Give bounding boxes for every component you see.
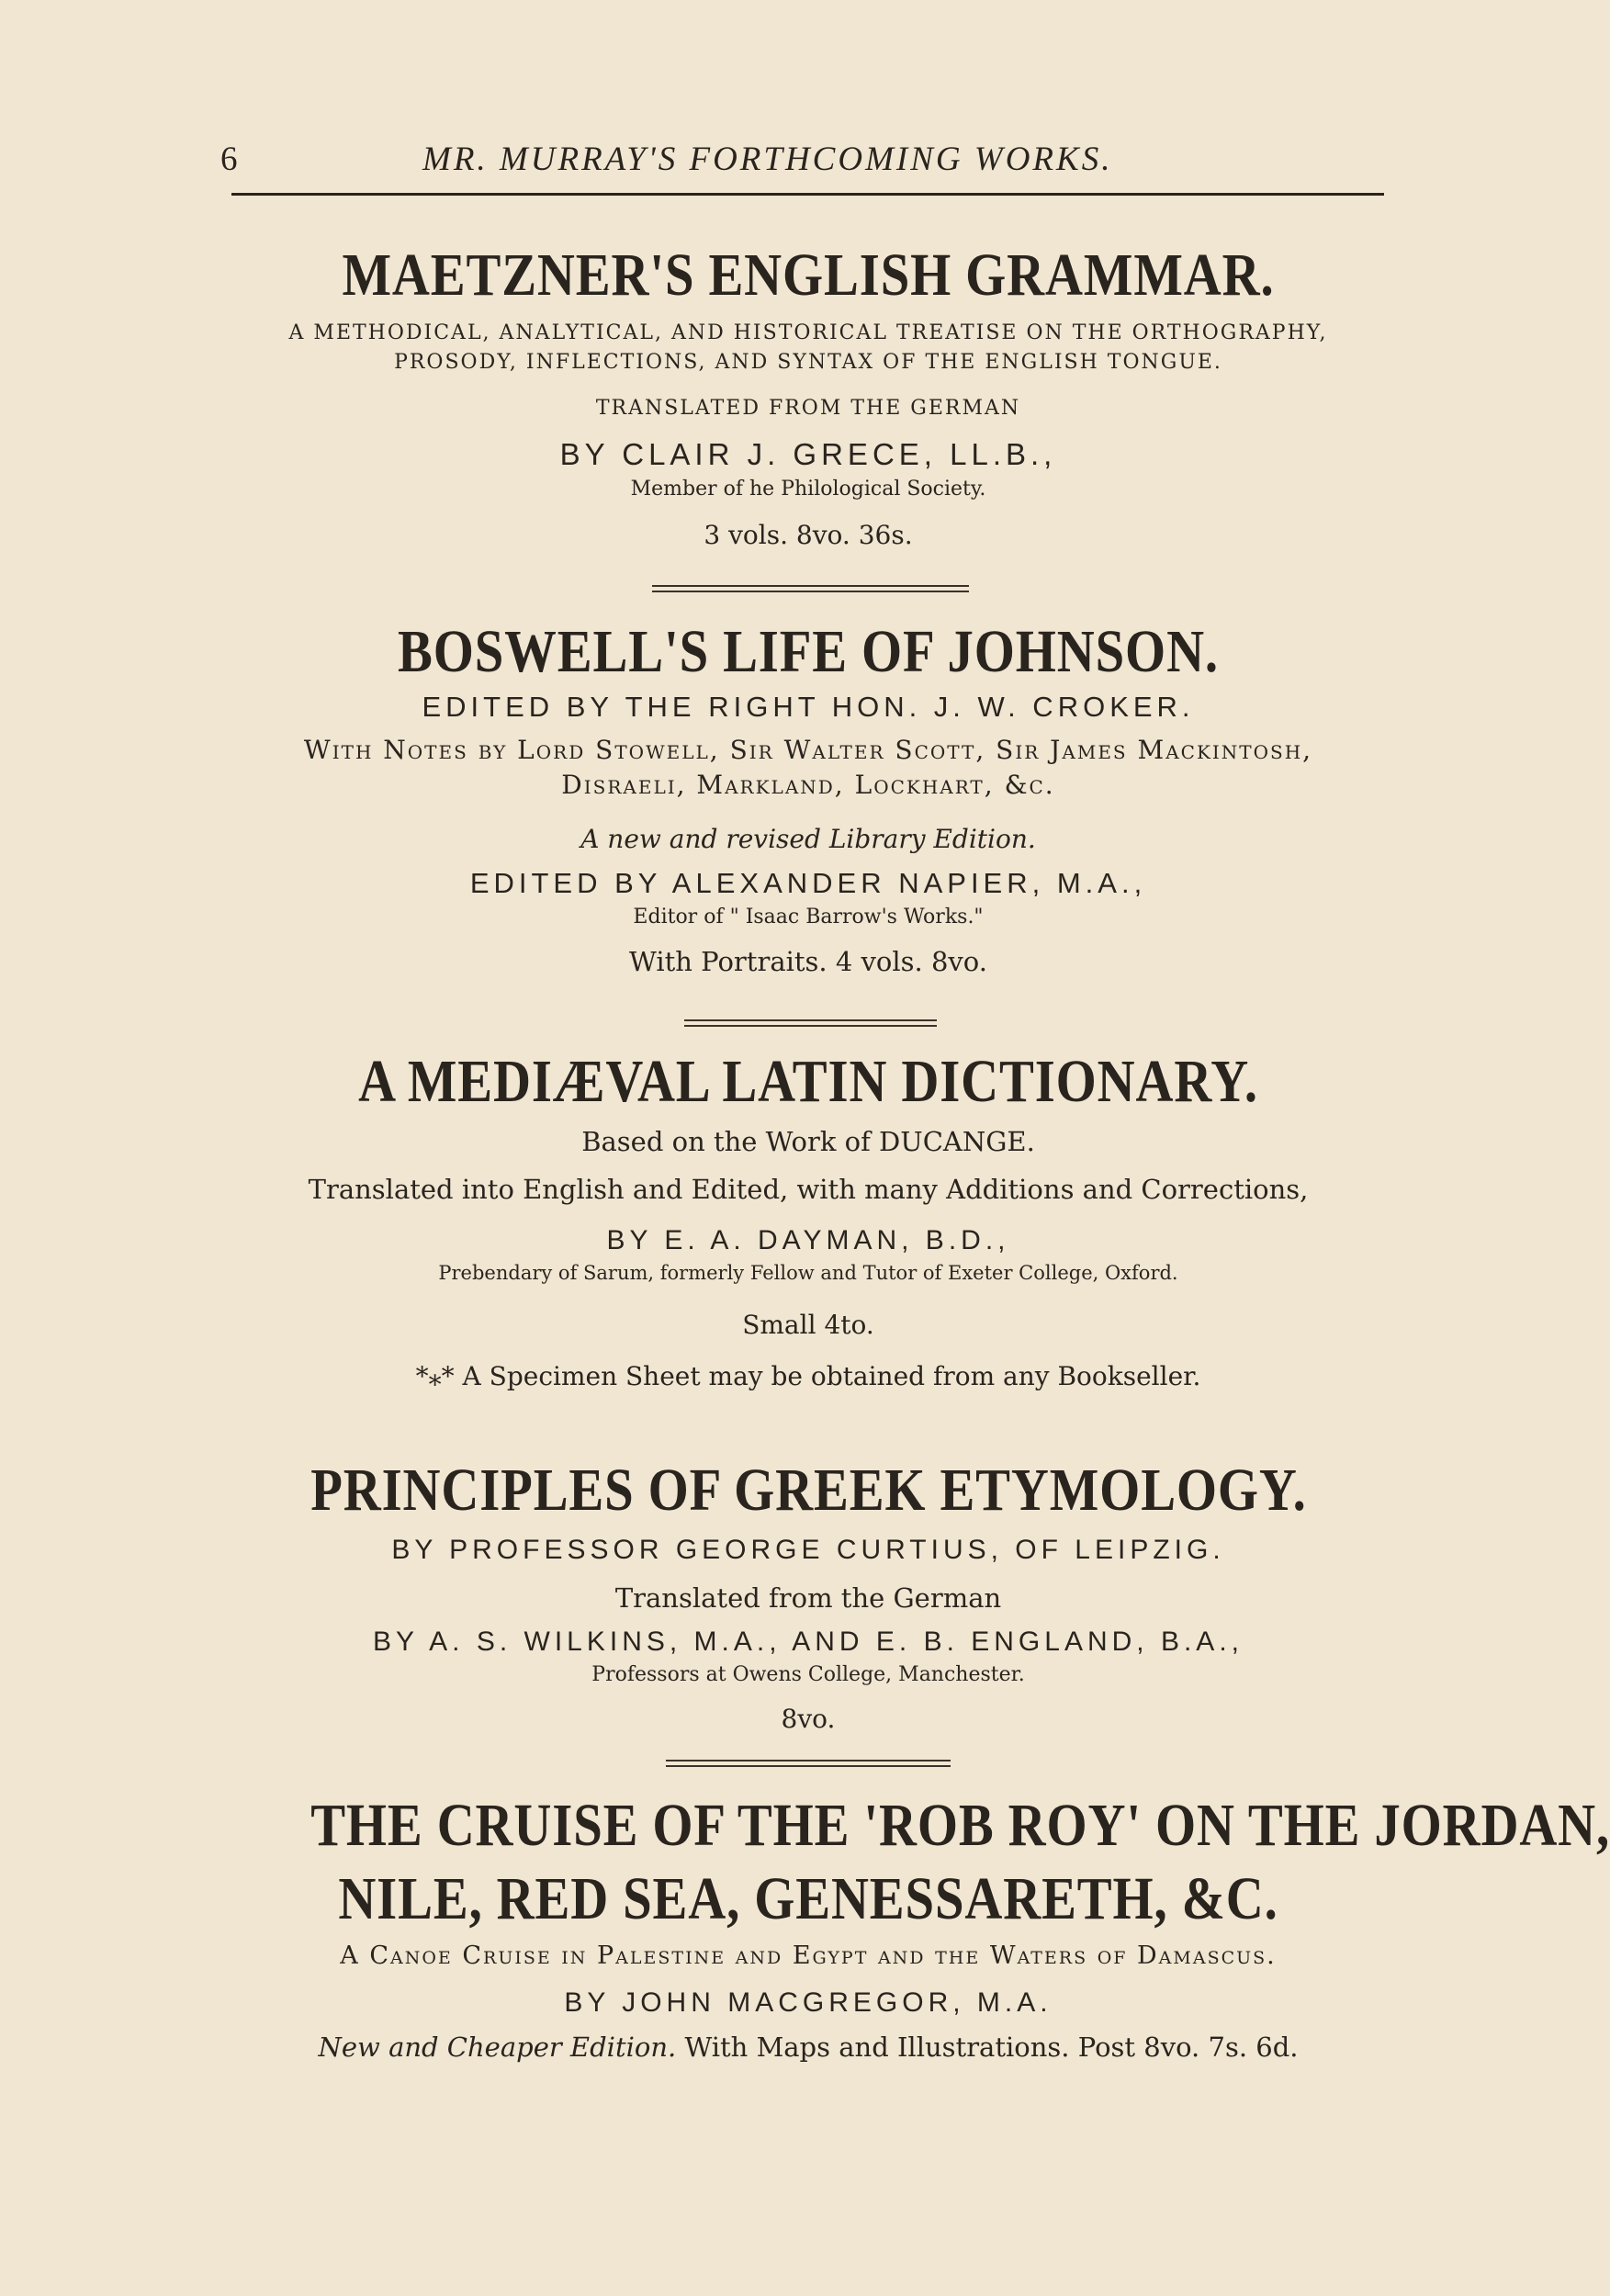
entry-translated: Translated into English and Edited, with many Additions and Corrections, [308, 1174, 1309, 1205]
entry-subtitle: A METHODICAL, ANALYTICAL, AND HISTORICAL TREATISE ON THE ORTHOGRAPHY, [288, 321, 1328, 344]
entry-editor: EDITED BY THE RIGHT HON. J. W. CROKER. [422, 691, 1195, 723]
header-rule [231, 193, 1384, 196]
entry-author: BY JOHN MACGREGOR, M.A. [564, 1987, 1053, 2018]
entry-format: 3 vols. 8vo. 36s. [704, 520, 913, 550]
entry-etymology [230, 1456, 1387, 1740]
entry-format: 8vo. [781, 1704, 836, 1734]
entry-translators-note: Professors at Owens College, Manchester. [591, 1663, 1025, 1686]
entry-notes: Disraeli, Markland, Lockhart, &c. [561, 770, 1055, 800]
entry-author: BY E. A. DAYMAN, B.D., [606, 1225, 1010, 1255]
entry-translators: BY A. S. WILKINS, M.A., AND E. B. ENGLAND, B.A., [373, 1626, 1244, 1657]
entry-specimen [230, 1361, 1387, 1398]
entry-dictionary [230, 1047, 1387, 1398]
entry-edition-line [230, 2032, 1387, 2068]
entry-editor: EDITED BY ALEXANDER NAPIER, M.A., [469, 867, 1147, 899]
entry-author-note: Member of he Philological Society. [630, 478, 986, 501]
entry-subtitle: PROSODY, INFLECTIONS, AND SYNTAX OF THE ENGLISH TONGUE. [394, 351, 1222, 374]
divider [652, 585, 969, 592]
entry-author: BY PROFESSOR GEORGE CURTIUS, OF LEIPZIG. [391, 1535, 1225, 1565]
entry-title: BOSWELL'S LIFE OF JOHNSON. [398, 618, 1219, 685]
entry-author-note: Prebendary of Sarum, formerly Fellow and Tutor of Exeter College, Oxford. [438, 1262, 1178, 1284]
entry-title: THE CRUISE OF THE 'ROB ROY' ON THE JORDAN, [310, 1792, 1610, 1859]
divider [684, 1019, 937, 1027]
entry-boswell [230, 617, 1387, 983]
running-head [220, 140, 1387, 184]
entry-author: BY CLAIR J. GRECE, LL.B., [559, 437, 1057, 471]
entry-title: NILE, RED SEA, GENESSARETH, &C. [338, 1865, 1278, 1932]
asterism-icon: *⁎* [415, 1361, 455, 1391]
entry-editor-note: Editor of " Isaac Barrow's Works." [633, 906, 984, 929]
entry-format: With Portraits. 4 vols. 8vo. [629, 946, 987, 977]
entry-title: A MEDIÆVAL LATIN DICTIONARY. [358, 1048, 1258, 1115]
page-number: 6 [220, 141, 241, 178]
entry-translated: Translated from the German [614, 1582, 1002, 1614]
divider [666, 1760, 951, 1767]
entry-specimen-text: A Specimen Sheet may be obtained from any Bookseller. [462, 1361, 1201, 1391]
entry-edition: New and Cheaper Edition. [318, 2032, 677, 2063]
entry-title: MAETZNER'S ENGLISH GRAMMAR. [342, 242, 1275, 309]
entry-notes: With Notes by Lord Stowell, Sir Walter Scott, Sir James Mackintosh, [303, 735, 1313, 765]
entry-format: Small 4to. [742, 1310, 874, 1340]
entry-title: PRINCIPLES OF GREEK ETYMOLOGY. [310, 1457, 1307, 1524]
entry-subtitle: A Canoe Cruise in Palestine and Egypt and the Waters of Damascus. [340, 1941, 1277, 1970]
entry-based-on: Based on the Work of DUCANGE. [581, 1126, 1035, 1157]
entry-maetzner [230, 241, 1387, 557]
entry-edition: A new and revised Library Edition. [580, 824, 1036, 854]
entry-translated: TRANSLATED FROM THE GERMAN [595, 397, 1021, 420]
entry-format: With Maps and Illustrations. Post 8vo. 7s. 6d. [684, 2032, 1299, 2063]
entry-rob-roy [230, 1791, 1610, 2068]
running-title: MR. MURRAY'S FORTHCOMING WORKS. [422, 141, 1113, 178]
